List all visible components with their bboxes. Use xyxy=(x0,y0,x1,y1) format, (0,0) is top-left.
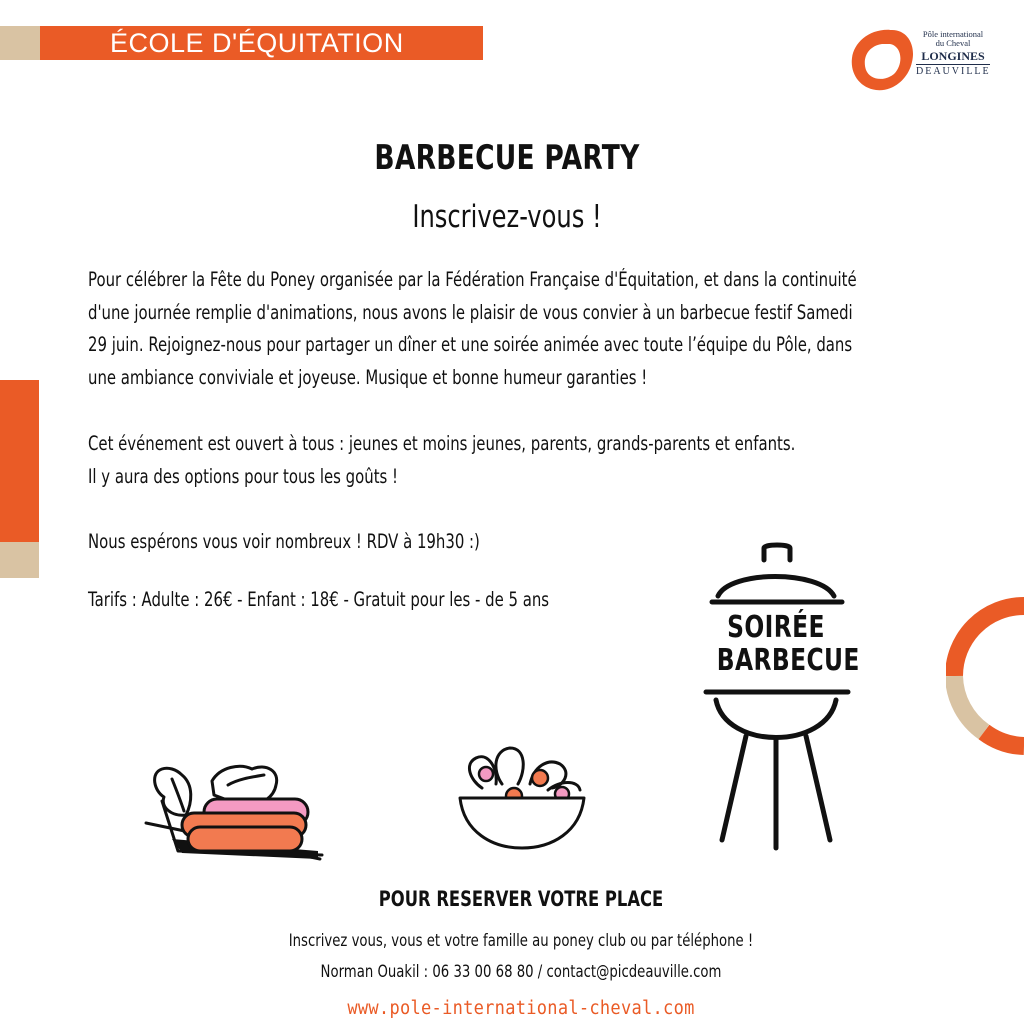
sausages-icon xyxy=(142,755,326,865)
description-line: d'une journée remplie d'animations, nous avons le plaisir de vous convier à un barbecue festif Samedi xyxy=(88,300,853,324)
description-line: 29 juin. Rejoignez-nous pour partager un dîner et une soirée animée avec toute l’équipe du Pôle, dans xyxy=(88,333,853,357)
description-line: Pour célébrer la Fête du Poney organisée par la Fédération Française d'Équitation, et dans la continuité xyxy=(88,268,857,291)
header-tag-label: ÉCOLE D'ÉQUITATION xyxy=(40,26,483,60)
salad-bowl-icon xyxy=(452,740,592,852)
header-tag-beige-block xyxy=(0,26,40,60)
side-bar-orange xyxy=(0,380,39,542)
event-title: BARBECUE PARTY xyxy=(374,138,640,178)
side-bar-beige xyxy=(0,542,39,578)
tarifs-line: Tarifs : Adulte : 26€ - Enfant : 18€ - Gratuit pour les - de 5 ans xyxy=(88,587,550,611)
description-line: une ambiance conviviale et joyeuse. Musique et bonne humeur garanties ! xyxy=(88,366,648,390)
reservation-line-1: Inscrivez vous, vous et votre famille au poney club ou par téléphone ! xyxy=(288,931,754,951)
logo-line-3: LONGINES xyxy=(916,49,990,65)
audience-line: Il y aura des options pour tous les goûts ! xyxy=(88,464,399,488)
barbecue-grill-icon xyxy=(700,540,860,852)
logo-text xyxy=(916,30,990,79)
reservation-contact[interactable]: Norman Ouakil : 06 33 00 68 80 / contact@picdeauville.com xyxy=(320,962,722,982)
logo-line-2: du Cheval xyxy=(935,38,971,48)
website-link[interactable]: www.pole-international-cheval.com xyxy=(347,998,695,1019)
audience-line: Cet événement est ouvert à tous : jeunes et moins jeunes, parents, grands-parents et enfants. xyxy=(88,431,796,455)
rdv-line: Nous espérons vous voir nombreux ! RDV à 19h30 :) xyxy=(88,530,480,554)
logo-line-4: DEAUVILLE xyxy=(916,66,991,77)
bbq-label-line-2: BARBECUE xyxy=(716,643,860,678)
decorative-ring-icon xyxy=(946,596,1024,756)
event-subtitle: Inscrivez-vous ! xyxy=(412,199,602,235)
logo-line-1: Pôle international xyxy=(922,29,984,39)
reservation-title: POUR RESERVER VOTRE PLACE xyxy=(378,887,664,911)
bbq-label-line-1: SOIRÉE xyxy=(727,610,825,645)
